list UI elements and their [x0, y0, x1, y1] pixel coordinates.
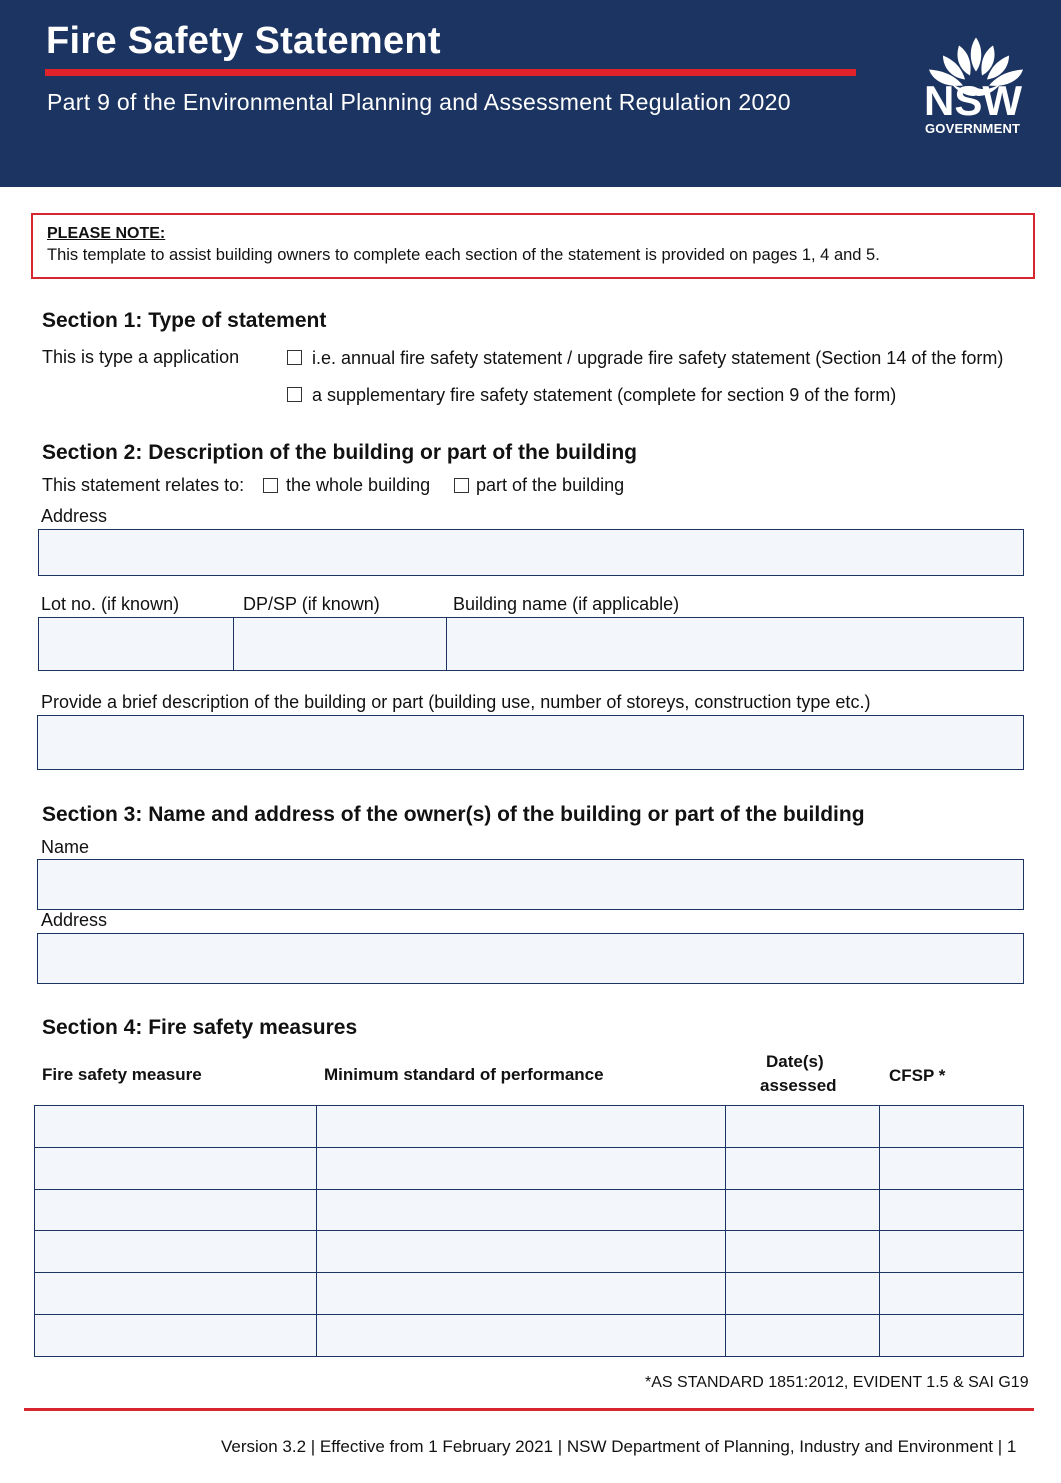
annual-statement-checkbox[interactable] — [287, 350, 302, 365]
standard-cell[interactable] — [316, 1147, 726, 1189]
logo-government-text: GOVERNMENT — [925, 121, 1021, 136]
cfsp-cell[interactable] — [880, 1147, 1024, 1189]
building-name-label: Building name (if applicable) — [453, 594, 680, 614]
whole-building-checkbox[interactable] — [263, 478, 278, 493]
note-heading: PLEASE NOTE: — [47, 225, 166, 242]
please-note-box — [31, 213, 1035, 279]
section2-title: Section 2: Description of the building or part of the building — [42, 441, 637, 464]
date-assessed-cell[interactable] — [726, 1273, 880, 1315]
owner-address-label: Address — [41, 910, 108, 930]
owner-address-field[interactable] — [37, 933, 1024, 984]
measure-cell[interactable] — [35, 1147, 317, 1189]
section3-title: Section 3: Name and address of the owner(s) of the building or part of the building — [42, 803, 865, 826]
owner-name-field[interactable] — [37, 859, 1024, 910]
lot-number-label: Lot no. (if known) — [41, 594, 180, 614]
relates-to-label: This statement relates to: — [42, 475, 245, 495]
column-header-assessed: assessed — [760, 1076, 837, 1095]
lot-number-field[interactable] — [38, 617, 234, 671]
footer-text: Version 3.2 | Effective from 1 February 2021 | NSW Department of Planning, Industry and Environment | 1 — [221, 1437, 1017, 1456]
annual-statement-option-label: i.e. annual fire safety statement / upgrade fire safety statement (Section 14 of the form) — [312, 348, 1004, 368]
date-assessed-cell[interactable] — [726, 1106, 880, 1148]
cfsp-cell[interactable] — [880, 1231, 1024, 1273]
column-header-cfsp: CFSP * — [889, 1066, 946, 1085]
standard-note: *AS STANDARD 1851:2012, EVIDENT 1.5 & SAI G19 — [645, 1374, 1029, 1391]
page-header — [0, 0, 1061, 187]
standard-cell[interactable] — [316, 1273, 726, 1315]
document-subtitle: Part 9 of the Environmental Planning and Assessment Regulation 2020 — [47, 89, 791, 115]
whole-building-label: the whole building — [286, 475, 431, 495]
table-row — [35, 1106, 1024, 1148]
date-assessed-cell[interactable] — [726, 1231, 880, 1273]
table-row — [35, 1231, 1024, 1273]
owner-name-label: Name — [41, 837, 90, 857]
measure-cell[interactable] — [35, 1189, 317, 1231]
cfsp-cell[interactable] — [880, 1106, 1024, 1148]
building-address-label: Address — [41, 506, 108, 526]
column-header-dates: Date(s) — [766, 1052, 824, 1071]
standard-cell[interactable] — [316, 1315, 726, 1357]
cfsp-cell[interactable] — [880, 1189, 1024, 1231]
column-header-measure: Fire safety measure — [42, 1065, 202, 1084]
section4-title: Section 4: Fire safety measures — [42, 1016, 358, 1039]
measure-cell[interactable] — [35, 1231, 317, 1273]
part-building-checkbox[interactable] — [454, 478, 469, 493]
building-name-field[interactable] — [446, 617, 1024, 671]
table-row — [35, 1189, 1024, 1231]
note-text: This template to assist building owners to complete each section of the statement is provided on pages 1, 4 and 5. — [47, 246, 880, 264]
measure-cell[interactable] — [35, 1315, 317, 1357]
table-row — [35, 1315, 1024, 1357]
dp-sp-field[interactable] — [233, 617, 447, 671]
dp-sp-label: DP/SP (if known) — [243, 594, 380, 614]
part-building-label: part of the building — [476, 475, 625, 495]
table-row — [35, 1147, 1024, 1189]
section1-title: Section 1: Type of statement — [42, 309, 327, 332]
building-description-field[interactable] — [37, 715, 1024, 770]
building-address-field[interactable] — [38, 529, 1024, 576]
title-underline — [45, 69, 856, 76]
column-header-standard: Minimum standard of performance — [324, 1065, 604, 1084]
measure-cell[interactable] — [35, 1273, 317, 1315]
standard-cell[interactable] — [316, 1189, 726, 1231]
logo-nsw-text: NSW — [924, 77, 1022, 124]
building-description-label: Provide a brief description of the building or part (building use, number of storeys, construction type etc.) — [41, 692, 871, 712]
application-type-label: This is type a application — [42, 347, 240, 367]
measure-cell[interactable] — [35, 1106, 317, 1148]
supplementary-statement-checkbox[interactable] — [287, 387, 302, 402]
footer-divider — [24, 1408, 1034, 1411]
date-assessed-cell[interactable] — [726, 1315, 880, 1357]
supplementary-statement-option-label: a supplementary fire safety statement (complete for section 9 of the form) — [312, 385, 897, 405]
date-assessed-cell[interactable] — [726, 1147, 880, 1189]
cfsp-cell[interactable] — [880, 1273, 1024, 1315]
date-assessed-cell[interactable] — [726, 1189, 880, 1231]
standard-cell[interactable] — [316, 1106, 726, 1148]
document-title: Fire Safety Statement — [46, 20, 441, 62]
fire-safety-measures-table — [34, 1105, 1024, 1357]
standard-cell[interactable] — [316, 1231, 726, 1273]
cfsp-cell[interactable] — [880, 1315, 1024, 1357]
table-row — [35, 1273, 1024, 1315]
